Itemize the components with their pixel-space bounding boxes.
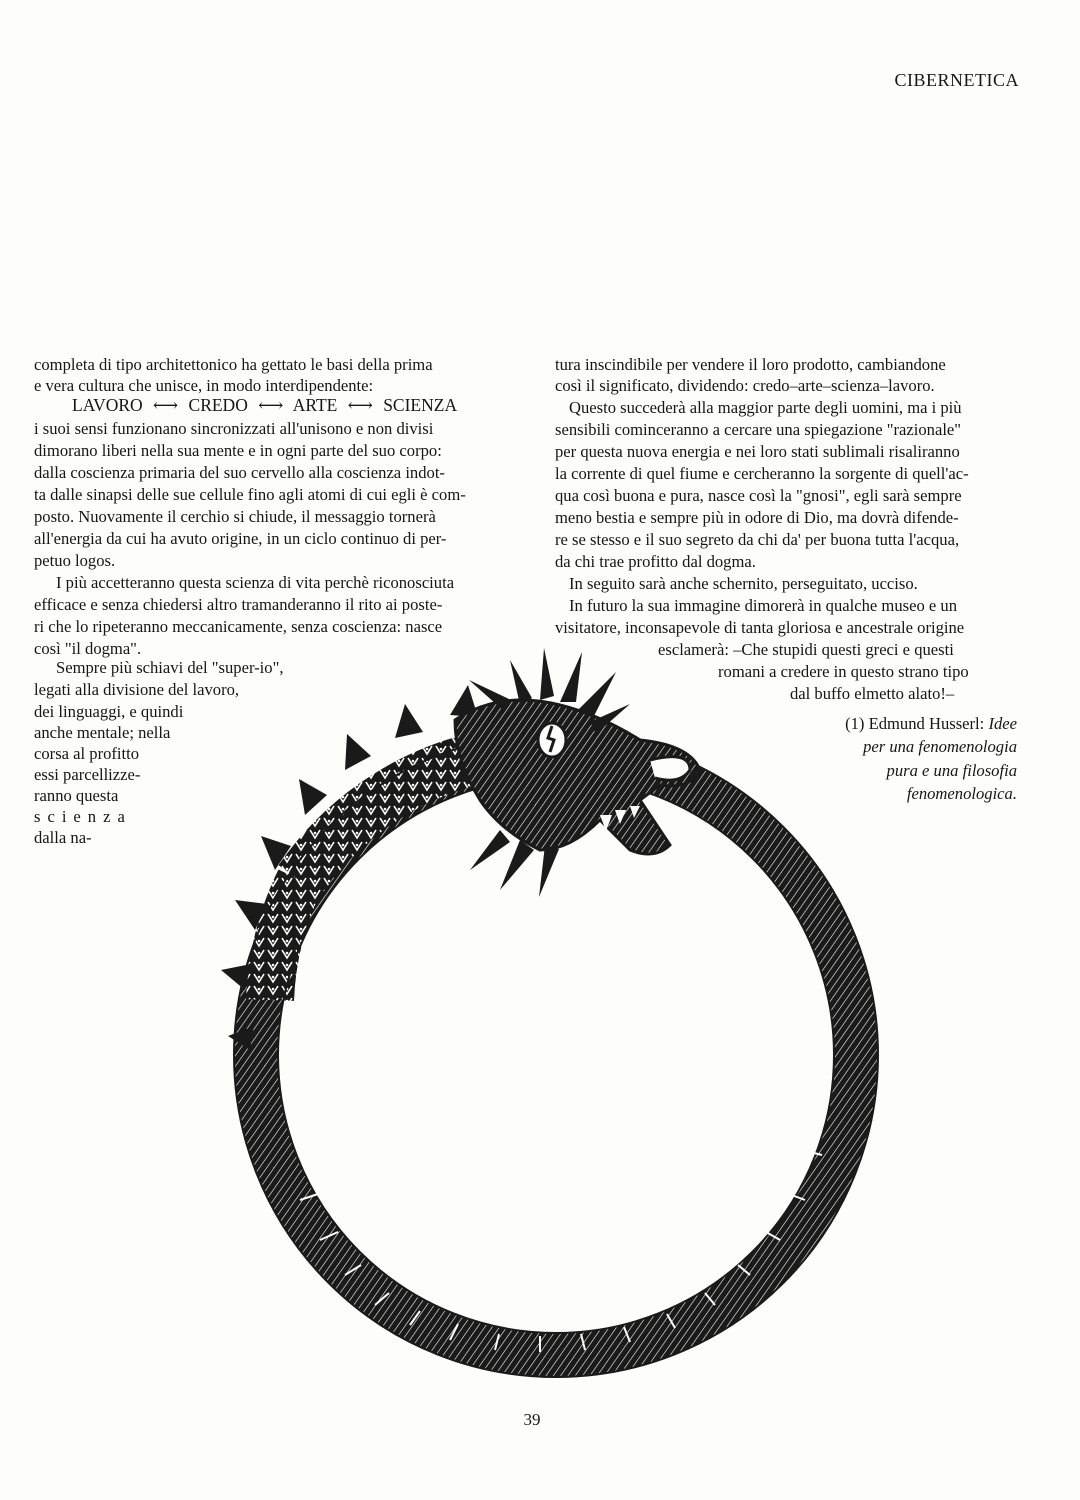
formula-lavoro-credo-arte-scienza — [72, 395, 463, 416]
left-text-line: all'energia da cui ha avuto origine, in un ciclo continuo di per- — [34, 529, 447, 548]
left-text-line: essi parcellizze- — [34, 765, 141, 784]
left-text-line: e vera cultura che unisce, in modo interdipendente: — [34, 376, 374, 395]
left-text-line: dimorano liberi nella sua mente e in ogni parte del suo corpo: — [34, 441, 442, 460]
footnote-title: fenomenologica. — [906, 783, 1017, 803]
right-text-line: qua così buona e pura, nasce così la "gnosi", egli sarà sempre — [555, 486, 962, 505]
left-text-line: corsa al profitto — [34, 744, 140, 763]
left-text-line: posto. Nuovamente il cerchio si chiude, il messaggio tornerà — [34, 507, 436, 526]
footnote — [845, 712, 1017, 805]
left-text-line: dalla na- — [34, 828, 92, 847]
right-text-line: la corrente di quel fiume e cercheranno la sorgente di quell'ac- — [555, 464, 969, 483]
footnote-title: per una fenomenologia — [863, 737, 1017, 757]
footnote-title: pura e una filosofia — [886, 760, 1017, 780]
footnote-title: Idee — [988, 714, 1017, 733]
right-text-line: esclamerà: –Che stupidi questi greci e questi — [658, 640, 954, 659]
left-text-line: i suoi sensi funzionano sincronizzati all'unisono e non divisi — [34, 419, 434, 438]
formula-term: ARTE — [292, 395, 338, 415]
left-text-line: legati alla divisione del lavoro, — [34, 680, 240, 699]
right-text-line: In seguito sarà anche schernito, perseguitato, ucciso. — [569, 574, 918, 593]
left-text-line: ranno questa — [34, 786, 119, 805]
right-text-line: così il significato, dividendo: credo–arte–scienza–lavoro. — [555, 376, 935, 395]
left-text-line: petuo logos. — [34, 551, 116, 570]
left-text-line: completa di tipo architettonico ha gettato le basi della prima — [34, 355, 433, 374]
page-number: 39 — [523, 1410, 541, 1429]
right-text-line: sensibili cominceranno a cercare una spiegazione "razionale" — [555, 420, 962, 439]
left-text-line: scienza — [34, 807, 132, 826]
right-text-line: visitatore, inconsapevole di tanta gloriosa e ancestrale origine — [555, 618, 965, 637]
formula-term: SCIENZA — [383, 395, 458, 415]
left-text-line: I più accetteranno questa scienza di vita perchè riconosciuta — [56, 573, 455, 592]
right-text-line: meno bestia e sempre più in odore di Dio, ma dovrà difende- — [555, 508, 959, 527]
bidirectional-arrow-icon: ⟷ — [258, 395, 284, 415]
left-text-line: Sempre più schiavi del "super-io", — [56, 658, 284, 677]
right-text-line: re se stesso e il suo segreto da chi da' per buona tutta l'acqua, — [555, 530, 960, 549]
formula-term: LAVORO — [72, 395, 143, 415]
right-text-line: da chi trae profitto dal dogma. — [555, 552, 756, 571]
section-header: CIBERNETICA — [894, 70, 1019, 90]
right-text-line: per questa nuova energia e nei loro stati sublimali risaliranno — [555, 442, 960, 461]
bidirectional-arrow-icon: ⟷ — [347, 395, 373, 415]
footnote-author: Edmund Husserl: — [868, 714, 985, 733]
right-text-line: In futuro la sua immagine dimorerà in qualche museo e un — [569, 596, 957, 615]
footnote-marker: (1) — [845, 714, 865, 733]
dragon-head — [455, 648, 700, 897]
left-text-line: efficace e senza chiedersi altro tramanderanno il rito ai poste- — [34, 595, 443, 614]
left-text-line: ta dalle sinapsi delle sue cellule fino agli atomi di cui egli è com- — [34, 485, 466, 504]
formula-term: CREDO — [188, 395, 248, 415]
right-text-line: romani a credere in questo strano tipo — [718, 662, 969, 681]
left-text-line: così "il dogma". — [34, 639, 142, 658]
right-text-line: Questo succederà alla maggior parte degli uomini, ma i più — [569, 398, 962, 417]
bidirectional-arrow-icon: ⟷ — [153, 395, 179, 415]
left-text-line: anche mentale; nella — [34, 723, 171, 742]
right-text-line: dal buffo elmetto alato!– — [790, 684, 955, 703]
right-text-line: tura inscindibile per vendere il loro prodotto, cambiandone — [555, 355, 946, 374]
left-text-line: dei linguaggi, e quindi — [34, 702, 184, 721]
left-text-line: dalla coscienza primaria del suo cervello alla coscienza indot- — [34, 463, 445, 482]
left-text-line: ri che lo ripeteranno meccanicamente, senza coscienza: nasce — [34, 617, 443, 636]
